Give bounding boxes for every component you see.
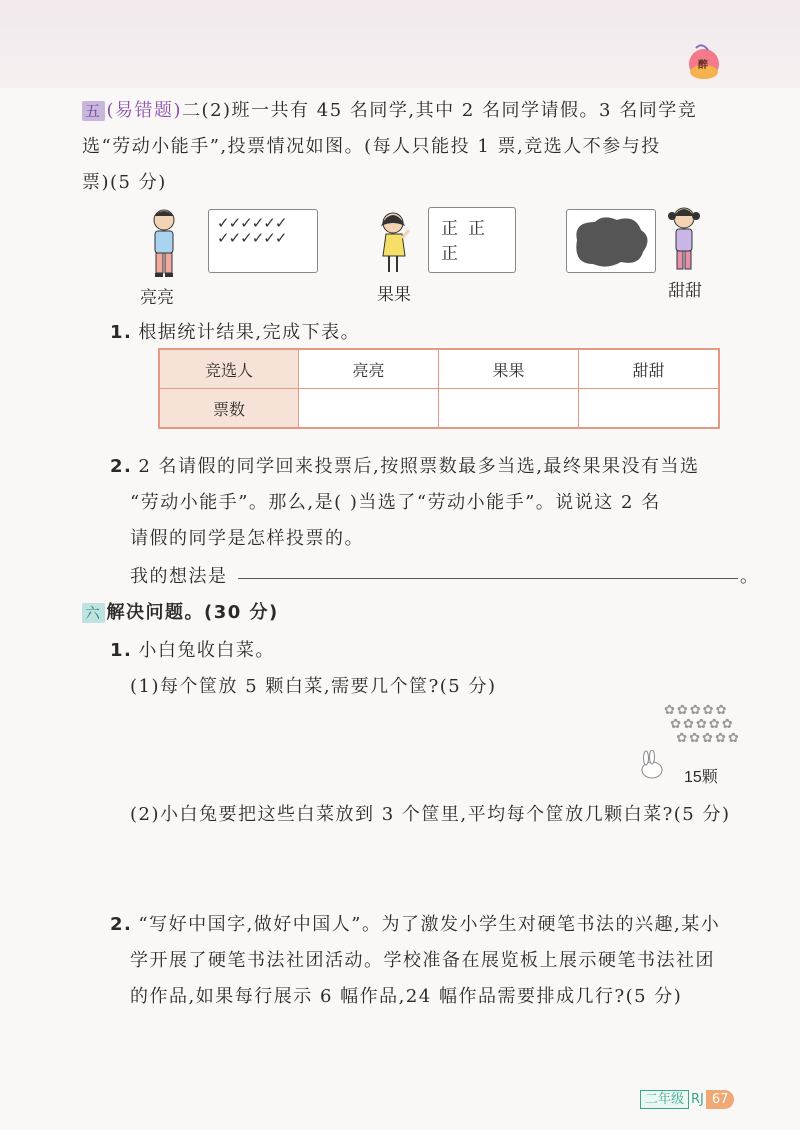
girl-guoguo-icon — [377, 210, 411, 278]
s6-q2-line3: 的作品,如果每行展示 6 幅作品,24 幅作品需要排成几行?(5 分) — [130, 986, 683, 1007]
tally-zheng-box — [428, 207, 516, 273]
thought-answer-line[interactable] — [238, 578, 738, 579]
badge-text: 醉 — [698, 60, 708, 71]
vote-table — [158, 348, 720, 429]
section5-tag: 五 — [82, 101, 105, 121]
cabbage-pile-icon: ✿✿✿✿✿ ✿✿✿✿✿ ✿✿✿✿✿ — [664, 703, 741, 746]
s6-q1-text: 小白兔收白菜。 — [138, 640, 275, 661]
footer-edition: RJ — [691, 1092, 704, 1107]
page-number: 67 — [706, 1090, 735, 1109]
girl-tiantian-icon — [666, 204, 702, 276]
tally-zheng-text: 正正正 — [441, 219, 495, 264]
top-band — [0, 0, 800, 88]
section6-tag: 六 — [82, 603, 105, 623]
s6-q2-num: 2. — [110, 914, 133, 935]
table-col-guoguo: 果果 — [439, 349, 579, 389]
table-col-tiantian: 甜甜 — [579, 349, 720, 389]
s6-q2-text1: “写好中国字,做好中国人”。为了激发小学生对硬笔书法的兴趣,某小 — [138, 914, 721, 935]
s6-q2-line2: 学开展了硬笔书法社团活动。学校准备在展览板上展示硬笔书法社团 — [130, 950, 715, 971]
s5-q2-text1: 2 名请假的同学回来投票后,按照票数最多当选,最终果果没有当选 — [138, 456, 700, 477]
thought-label: 我的想法是 — [130, 566, 228, 587]
s6-q1-num: 1. — [110, 640, 133, 661]
section5-text1: 二(2)班一共有 45 名同学,其中 2 名同学请假。3 名同学竞 — [182, 100, 698, 121]
s5-q1-text: 根据统计结果,完成下表。 — [138, 322, 361, 343]
rabbit-icon — [636, 750, 666, 780]
table-row — [159, 349, 719, 389]
tally-checks-box — [208, 209, 318, 273]
covered-tally-box — [566, 209, 656, 273]
s6-q2-line1 — [110, 910, 720, 936]
table-header-candidate: 竞选人 — [159, 349, 299, 389]
s6-q1b: (2)小白兔要把这些白菜放到 3 个筐里,平均每个筐放几颗白菜?(5 分) — [130, 804, 731, 825]
table-col-liangliang: 亮亮 — [299, 349, 439, 389]
page-footer — [640, 1088, 734, 1110]
s5-q2-line1 — [110, 452, 700, 478]
section6-title-line — [82, 598, 279, 624]
section5-line1 — [82, 96, 697, 122]
votes-input-guoguo[interactable] — [439, 389, 579, 429]
cabbage-count: 15颗 — [684, 769, 718, 786]
s6-q1 — [110, 636, 275, 662]
boy-liangliang-icon — [146, 206, 182, 280]
thought-end: 。 — [740, 566, 760, 587]
label-tiantian: 甜甜 — [668, 281, 702, 301]
votes-input-liangliang[interactable] — [299, 389, 439, 429]
s5-q2-line3: 请假的同学是怎样投票的。 — [130, 528, 364, 549]
s5-q1 — [110, 318, 360, 344]
section5-line3: 票)(5 分) — [82, 172, 167, 193]
section5-hint: (易错题) — [106, 100, 183, 121]
label-guoguo: 果果 — [377, 285, 411, 305]
ink-blot-icon — [567, 210, 655, 272]
s5-q2-num: 2. — [110, 456, 133, 477]
section6-title: 解决问题。(30 分) — [106, 602, 279, 623]
s5-q2-line2: “劳动小能手”。那么,是( )当选了“劳动小能手”。说说这 2 名 — [130, 492, 661, 513]
table-header-votes: 票数 — [159, 389, 299, 429]
s6-q1a: (1)每个筐放 5 颗白菜,需要几个筐?(5 分) — [130, 676, 497, 697]
s5-q1-num: 1. — [110, 322, 133, 343]
votes-input-tiantian[interactable] — [579, 389, 720, 429]
check-row-2: ✓✓✓✓✓✓ — [217, 229, 287, 247]
section5-line2: 选“劳动小能手”,投票情况如图。(每人只能投 1 票,竞选人不参与投 — [82, 136, 661, 157]
table-row — [159, 389, 719, 429]
label-liangliang: 亮亮 — [140, 288, 174, 308]
corner-badge-icon — [682, 38, 726, 82]
footer-grade: 二年级 — [640, 1090, 689, 1109]
check-row-1: ✓✓✓✓✓✓ — [217, 214, 287, 232]
